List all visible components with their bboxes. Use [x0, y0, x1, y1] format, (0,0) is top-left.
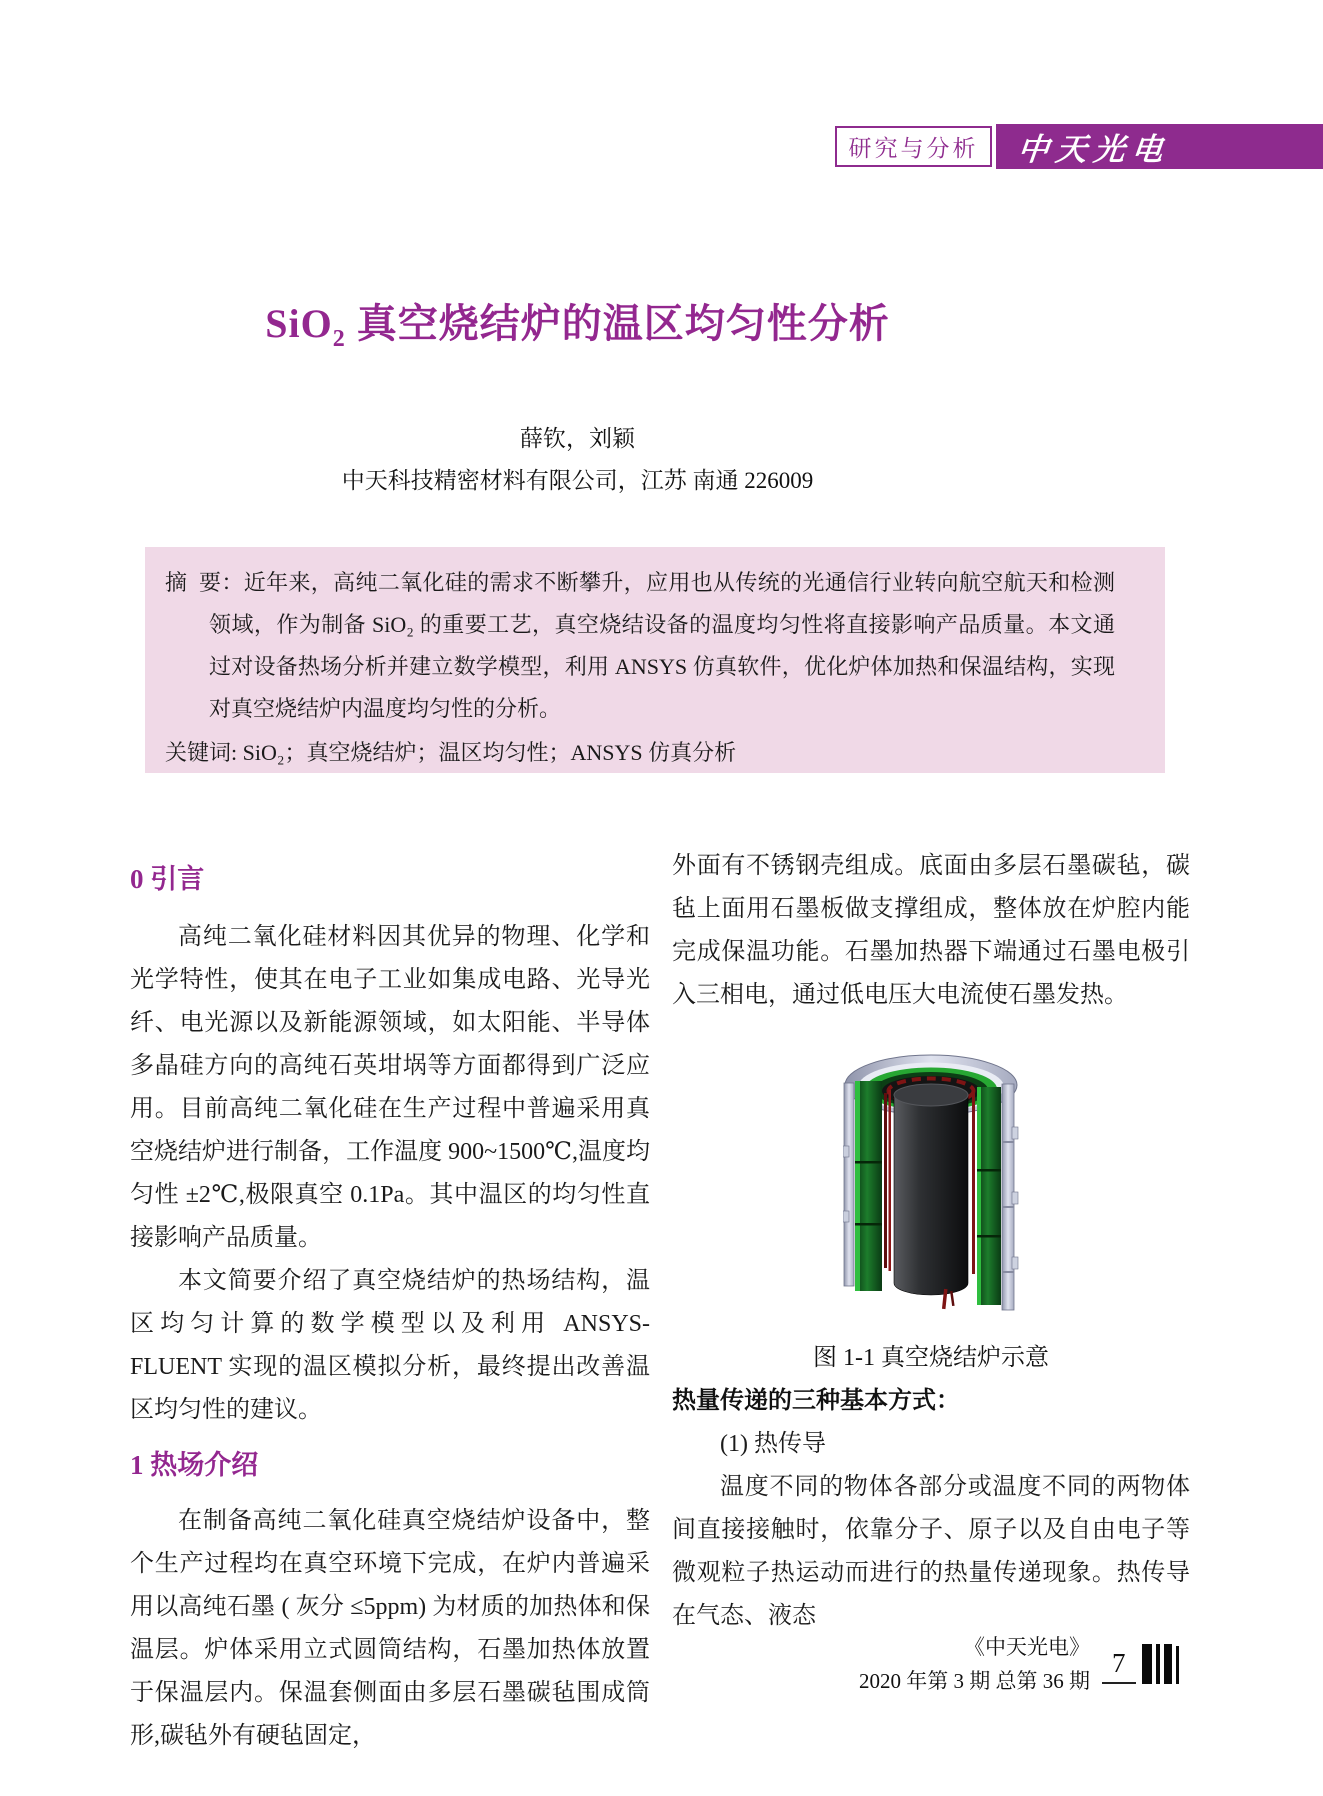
furnace-core-cylinder	[894, 1084, 968, 1295]
brand-block	[996, 124, 1323, 169]
furnace-right-shell	[1002, 1084, 1018, 1310]
title-formula-subscript: 2	[332, 326, 346, 352]
footer-meta	[790, 1630, 1090, 1698]
body-paragraph-5: 温度不同的物体各部分或温度不同的两物体间直接接触时，依靠分子、原子以及自由电子等微观粒子热运动而进行的热量传递现象。热传导在气态、液态	[672, 1474, 1190, 1629]
heading-thermal-field: 1 热场介绍	[130, 1450, 259, 1480]
title-text: 真空烧结炉的温区均匀性分析	[345, 301, 890, 346]
left-column	[130, 862, 650, 1758]
figure-caption: 图 1-1 真空烧结炉示意	[813, 1345, 1049, 1371]
abstract-box	[145, 547, 1165, 773]
title-block	[145, 292, 1010, 353]
keywords-paragraph	[165, 732, 1115, 774]
footer-journal-name: 《中天光电》	[964, 1635, 1090, 1659]
affiliation: 中天科技精密材料有限公司，江苏 南通 226009	[341, 468, 814, 493]
list-item-conduction: (1) 热传导	[720, 1431, 826, 1457]
furnace-right-heater-rod	[972, 1092, 975, 1274]
barcode-bar	[1156, 1644, 1160, 1684]
footer-issue-info: 2020 年第 3 期 总第 36 期	[859, 1669, 1090, 1693]
body-paragraph-2: 本文简要介绍了真空烧结炉的热场结构，温区均匀计算的数学模型以及利用 ANSYS-FLUENT 实现的温区模拟分析，最终提出改善温区均匀性的建议。	[130, 1268, 650, 1423]
journal-logo: 中天光电	[1015, 132, 1172, 167]
abstract-paragraph	[165, 562, 1115, 730]
section-badge	[835, 126, 992, 167]
title-formula-base: SiO	[265, 301, 333, 346]
keywords-label: 关键词:	[165, 740, 243, 765]
barcode-bar	[1164, 1644, 1172, 1684]
abstract-text: 近年来，高纯二氧化硅的需求不断攀升，应用也从传统的光通信行业转向航空航天和检测领域，作为制备 SiO₂ 的重要工艺，真空烧结设备的温度均匀性将直接影响产品质量。本文通过对设备热场分析并建立数学模型，利用 ANSYS 仿真软件，优化炉体加热和保温结构，实现对真空烧结炉内温度均匀性的分析。	[209, 570, 1115, 721]
heading-heat-transfer-modes: 热量传递的三种基本方式：	[672, 1388, 960, 1414]
body-paragraph-3: 在制备高纯二氧化硅真空烧结炉设备中，整个生产过程均在真空环境下完成，在炉内普遍采用以高纯石墨 ( 灰分 ≤5ppm) 为材质的加热体和保温层。炉体采用立式圆筒结构，石墨加热体放置于保温层内。保温套侧面由多层石墨碳毡围成筒形,碳毡外有硬毡固定，	[130, 1508, 650, 1749]
abstract-label: 摘 要：	[165, 570, 244, 595]
body-paragraph-4: 外面有不锈钢壳组成。底面由多层石墨碳毡，碳毡上面用石墨板做支撑组成，整体放在炉腔内能完成保温功能。石墨加热器下端通过石墨电极引入三相电，通过低电压大电流使石墨发热。	[672, 853, 1190, 1008]
right-column	[672, 845, 1190, 1638]
furnace-right-insulation	[977, 1087, 1001, 1305]
furnace-figure	[672, 1043, 1190, 1327]
section-badge-label: 研究与分析	[848, 135, 979, 161]
barcode-bar	[1176, 1646, 1179, 1684]
furnace-left-heater-rods	[884, 1090, 891, 1271]
page-number: 7	[1102, 1648, 1136, 1684]
barcode-bar	[1142, 1644, 1152, 1684]
heading-introduction: 0 引言	[130, 864, 205, 894]
authors: 薛钦，刘颖	[520, 426, 635, 451]
page-number-block	[1102, 1644, 1179, 1684]
footer-barcode	[1142, 1644, 1179, 1684]
furnace-left-insulation	[855, 1081, 882, 1291]
page-title	[145, 292, 1010, 353]
furnace-left-shell	[843, 1083, 854, 1286]
body-paragraph-1: 高纯二氧化硅材料因其优异的物理、化学和光学特性，使其在电子工业如集成电路、光导光纤、电光源以及新能源领域，如太阳能、半导体多晶硅方向的高纯石英坩埚等方面都得到广泛应用。目前高纯二氧化硅在生产过程中普遍采用真空烧结炉进行制备，工作温度 900~1500℃,温度均匀性 ±2℃,极限真空 0.1Pa。其中温区的均匀性直接影响产品质量。	[130, 924, 650, 1251]
furnace-3d-render	[843, 1043, 1019, 1325]
keywords-text: SiO₂；真空烧结炉；温区均匀性；ANSYS 仿真分析	[242, 740, 737, 765]
